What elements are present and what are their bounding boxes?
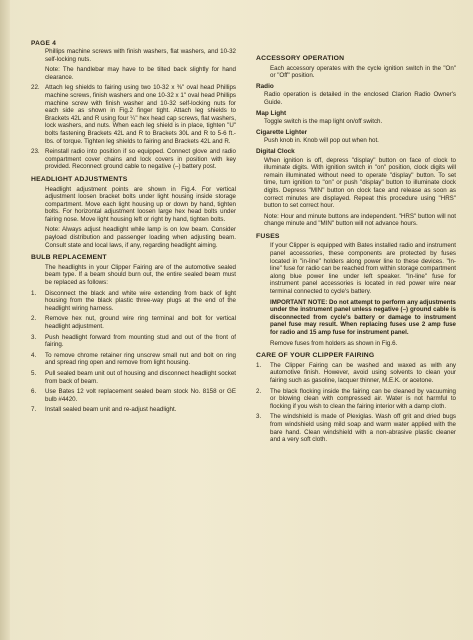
bulb-step [31,388,236,403]
cigarette-lighter-text: Push knob in. Knob will pop out when hot. [264,137,379,145]
fuses-heading: FUSES [256,232,280,240]
bulb-heading: BULB REPLACEMENT [31,254,107,262]
right-column [256,55,456,447]
step-text: Use Bates 12 volt replacement sealed beam stock No. 8158 or GE bulb #4420. [45,388,236,403]
bulb-step [31,370,236,385]
step-22 [31,84,236,145]
bulb-step [31,406,236,414]
radio-text: Radio operation is detailed in the enclosed Clarion Radio Owner's Guide. [264,91,456,106]
step-23 [31,148,236,171]
step-number: 3. [31,333,37,341]
digital-clock-heading: Digital Clock [256,147,295,155]
care-heading: CARE OF YOUR CLIPPER FAIRING [256,352,375,360]
step-number: 22. [31,84,40,92]
important-note: IMPORTANT NOTE: Do not attempt to perform any adjustments under the instrument panel unless negative (–) ground cable is disconnected from cycle's battery or damage to instrument panel fuse may result. When replacing fuses use 2 amp fuse for radio and 15 amp fuse for instrument panel. [270,298,456,336]
step-number: 7. [31,406,37,414]
step-text: Disconnect the black and white wire extending from back of light housing from the black plastic three-way plugs at the end of the headlight wiring harness. [45,289,236,312]
headlight-heading: HEADLIGHT ADJUSTMENTS [31,175,128,183]
left-column [31,48,236,417]
headlight-text: Headlight adjustment points are shown in Fig.4. For vertical adjustment loosen bracket bolts under light housing inside storage compartment. Move each light housing up or down by hand, tighten bolts. For horizontal adjustment loosen large hex head bolts under fairing nose. Move light housing left or right by hand, tighten bolts. [45,185,236,223]
digital-clock-text: When ignition is off, depress "display" button on face of clock to illuminate digits. With ignition switch in "on" position, clock digits will remain illuminated without need to operate "display" button. To set time, turn ignition to "on" or push "display" button to illuminate clock digits. Depress "MIN" button on clock face and release as soon as correct minutes are displayed. Repeat this procedure using "HRS" button to set correct hour. [264,156,456,210]
accessory-heading: ACCESSORY OPERATION [256,55,345,62]
bulb-step [31,334,236,349]
intro-text: Phillips machine screws with finish washers, flat washers, and 10-32 self-locking nuts. [45,48,236,63]
step-number: 23. [31,148,40,156]
accessory-text: Each accessory operates with the cycle ignition switch in the "On" or "Off" position. [270,64,456,80]
step-text: Push headlight forward from mounting stud and out of the front of fairing. [45,333,236,349]
fuses-text: If your Clipper is equipped with Bates installed radio and instrument panel accessories, these components are protected by fuses located in "in-line" holders along power line to these devices. "In-line" fuse for radio can be reached from within storage compartment along blue power line under left speaker. "In-line" fuse for instrument panel accessories is located in red power wire near terminal connected to cycle's battery. [270,242,456,296]
step-number: 4. [31,351,37,359]
step-text: Remove hex nut, ground wire ring terminal and bolt for vertical headlight adjustment. [45,315,236,330]
care-item [256,362,456,385]
step-text: Install sealed beam unit and re-adjust headlight. [45,406,177,414]
step-number: 5. [31,369,37,377]
step-text: Reinstall radio into position if so equipped. Connect glove and radio compartment cover chains and lock covers in position with key provided. Reconnect ground cable to negative (–) battery post. [45,148,236,171]
page-number: PAGE 4 [31,40,57,47]
step-number: 2. [31,315,37,323]
handlebar-note: Note: The handlebar may have to be tilted back slightly for hand clearance. [45,66,236,81]
headlight-note: Note: Always adjust headlight while lamp is on low beam. Consider payload distribution and passenger loading when adjusting beam. Consult state and local laws, if any, regarding headlight aiming. [45,226,236,249]
bulb-step [31,290,236,313]
item-text: The black flocking inside the fairing can be cleaned by vacuuming or blowing clean with compressed air. Water is not harmful to flocking if you wish to clean the fairing interior with a damp cloth. [270,387,456,410]
step-text: Pull sealed beam unit out of housing and disconnect headlight socket from back of beam. [45,369,236,385]
item-number: 3. [256,413,262,421]
step-number: 6. [31,388,37,396]
step-text: To remove chrome retainer ring unscrew small nut and bolt on ring and spread ring open and remove from light housing. [45,351,236,367]
care-item [256,388,456,411]
care-item [256,413,456,443]
item-text: The Clipper Fairing can be washed and waxed as with any automotive finish. However, avoid using solvents to clean your fairing such as gasoline, lacquer thinner, M.E.K. or acetone. [270,361,456,384]
item-text: The windshield is made of Plexiglas. Wash off grit and dried bugs from windshield using mild soap and warm water applied with the bare hand. Clean windshield with a non-abrasive plastic cleaner and a very soft cloth. [270,413,456,444]
map-light-heading: Map Light [256,109,287,117]
step-text: Attach leg shields to fairing using two 10-32 x ⅜" oval head Phillips machine screws, finish washers and one 10-32 x 1" oval head Phillips machine screw with finish washer and 10-32 self-locking nuts for each side as shown in Fig.2 finger tight. Attach leg shields to Brackets 42L and R using four ¼" hex head cap screws, flat washers, lock washers, and nuts. When each leg shield is in place, tighten "U" bolts fastening Brackets 42L and R to Brackets 30L and R to 5-6 ft.-lbs. of torque. Tighten leg shields to fairing and Brackets 42L and R. [45,84,236,145]
map-light-text: Toggle switch is the map light on/off switch. [264,118,383,126]
item-number: 2. [256,387,262,395]
bulb-intro: The headlights in your Clipper Fairing are of the automotive sealed beam type. If a beam should burn out, the entire sealed beam must be replaced as follows: [45,263,236,287]
fuses-remove-text: Remove fuses from holders as shown in Fig.6. [270,339,398,347]
bulb-step [31,315,236,330]
step-number: 1. [31,289,37,297]
item-number: 1. [256,361,262,369]
cigarette-lighter-heading: Cigarette Lighter [256,128,308,136]
radio-heading: Radio [256,82,274,90]
bulb-step [31,352,236,367]
digital-clock-note: Note: Hour and minute buttons are independent. "HRS" button will not change minute and "MIN" button will not advance hours. [264,212,456,228]
